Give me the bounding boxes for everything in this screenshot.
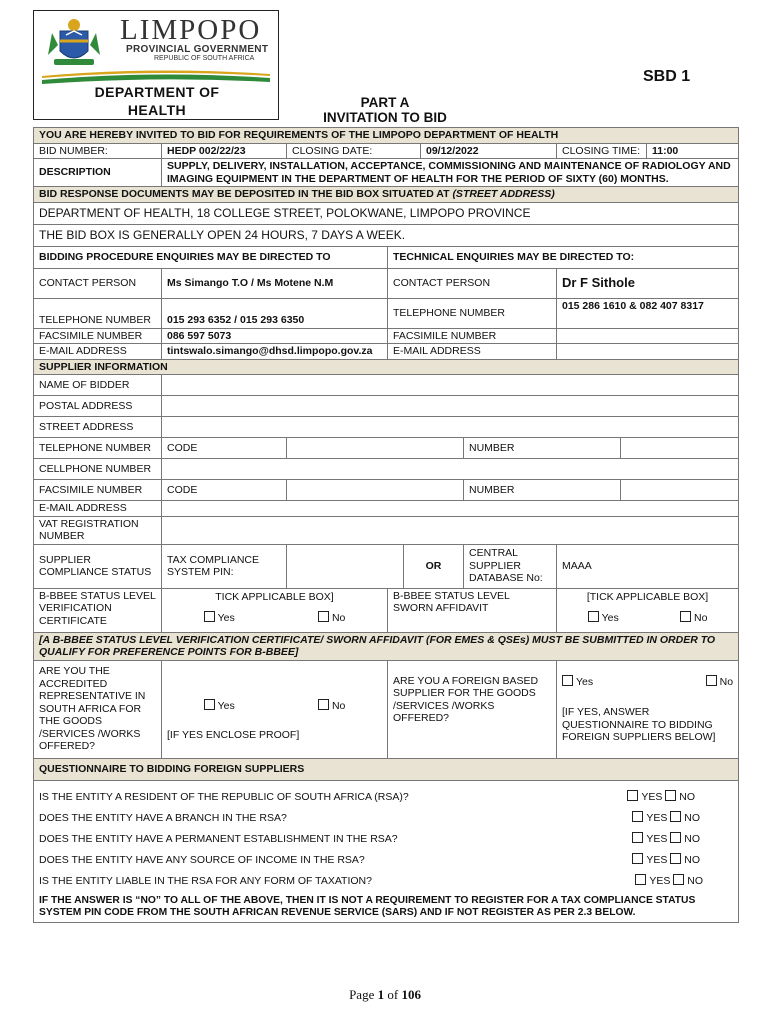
question-4-no: NO — [684, 854, 701, 867]
question-4-yes: YES — [646, 854, 668, 867]
accredited-rep-yes[interactable] — [204, 699, 235, 713]
bbbee-affidavit-tick — [557, 588, 739, 632]
foreign-supplier-note: [IF YES, ANSWER QUESTIONNAIRE TO BIDDING FOREIGN SUPPLIERS BELOW] — [562, 706, 716, 743]
telephone-code-field[interactable] — [287, 438, 464, 459]
bbbee-certificate-label: B-BBEE STATUS LEVEL VERIFICATION CERTIFICATE — [34, 588, 162, 632]
checkbox-icon[interactable] — [665, 790, 676, 801]
questionnaire-row — [39, 871, 733, 892]
questionnaire-footnote: IF THE ANSWER IS “NO” TO ALL OF THE ABOVE, THEN IT IS NOT A REQUIREMENT TO REGISTER FOR A TAX COMPLIANCE STATUS SYSTEM PIN CODE FROM THE SOUTH AFRICAN REVENUE SERVICE (SARS) AND IF NOT REGISTER AS PER 2.3 BELOW. — [39, 894, 696, 918]
question-4: DOES THE ENTITY HAVE ANY SOURCE OF INCOME IN THE RSA? — [39, 853, 365, 866]
tax-pin-field[interactable] — [287, 544, 404, 588]
fax-code-label: CODE — [162, 480, 287, 501]
deposit-header-italic: (STREET ADDRESS) — [452, 188, 555, 200]
checkbox-icon[interactable] — [318, 699, 329, 710]
deposit-header-text: BID RESPONSE DOCUMENTS MAY BE DEPOSITED IN THE BID BOX SITUATED AT — [39, 188, 450, 200]
compliance-status-label: SUPPLIER COMPLIANCE STATUS — [34, 544, 162, 588]
checkbox-icon[interactable] — [670, 811, 681, 822]
form-code: SBD 1 — [643, 68, 691, 85]
logo-subtitle: PROVINCIAL GOVERNMENT — [126, 44, 269, 55]
bbbee-affidavit-no-label: No — [693, 612, 708, 624]
supplier-info-header: SUPPLIER INFORMATION — [34, 359, 739, 375]
cellphone-field[interactable] — [162, 459, 739, 480]
postal-address-field[interactable] — [162, 396, 739, 417]
deposit-header — [34, 187, 739, 203]
question-2-answer — [632, 811, 700, 825]
or-label: OR — [404, 544, 464, 588]
bbbee-cert-yes-label: Yes — [217, 612, 235, 624]
supplier-telephone-label: TELEPHONE NUMBER — [34, 438, 162, 459]
street-address-label: STREET ADDRESS — [34, 417, 162, 438]
telephone-code-label: CODE — [162, 438, 287, 459]
bid-number-label: BID NUMBER: — [34, 143, 162, 159]
procedure-fax: 086 597 5073 — [162, 328, 388, 344]
invite-header: YOU ARE HEREBY INVITED TO BID FOR REQUIREMENTS OF THE LIMPOPO DEPARTMENT OF HEALTH — [34, 128, 739, 144]
procedure-telephone: 015 293 6352 / 015 293 6350 — [162, 298, 388, 328]
foreign-supplier-question: ARE YOU A FOREIGN BASED SUPPLIER FOR THE GOODS /SERVICES /WORKS OFFERED? — [388, 660, 557, 758]
question-2-yes: YES — [646, 812, 668, 825]
foreign-supplier-no[interactable] — [706, 675, 733, 689]
department-line2: HEALTH — [127, 102, 187, 118]
question-3-yes: YES — [646, 833, 668, 846]
bid-number: HEDP 002/22/23 — [162, 143, 287, 159]
bbbee-affidavit-label: B-BBEE STATUS LEVEL SWORN AFFIDAVIT — [388, 588, 557, 632]
telephone-number-label: NUMBER — [464, 438, 621, 459]
bid-box-hours: THE BID BOX IS GENERALLY OPEN 24 HOURS, 7 DAYS A WEEK. — [34, 224, 739, 246]
technical-fax-label: FACSIMILE NUMBER — [388, 328, 557, 344]
technical-email-label: E-MAIL ADDRESS — [388, 344, 557, 360]
csd-label: CENTRAL SUPPLIER DATABASE No: — [464, 544, 557, 588]
accredited-rep-answer — [162, 660, 388, 758]
checkbox-icon[interactable] — [318, 611, 329, 622]
department-name — [34, 83, 280, 119]
question-3-no: NO — [684, 833, 701, 846]
foreign-supplier-answer — [557, 660, 739, 758]
checkbox-icon[interactable] — [680, 611, 691, 622]
procedure-telephone-label: TELEPHONE NUMBER — [34, 298, 162, 328]
bidder-name-label: NAME OF BIDDER — [34, 375, 162, 396]
part-title — [300, 95, 470, 125]
bbbee-affidavit-yes[interactable] — [588, 611, 619, 625]
procedure-email-label: E-MAIL ADDRESS — [34, 344, 162, 360]
procedure-email: tintswalo.simango@dhsd.limpopo.gov.za — [162, 344, 388, 360]
accredited-rep-no-label: No — [331, 700, 346, 712]
fax-number-label: NUMBER — [464, 480, 621, 501]
part-line1: PART A — [360, 95, 410, 110]
question-5-yes: YES — [649, 875, 671, 888]
supplier-email-label: E-MAIL ADDRESS — [34, 501, 162, 517]
question-3: DOES THE ENTITY HAVE A PERMANENT ESTABLISHMENT IN THE RSA? — [39, 832, 398, 845]
procedure-fax-label: FACSIMILE NUMBER — [34, 328, 162, 344]
vat-number-field[interactable] — [162, 516, 739, 544]
postal-address-label: POSTAL ADDRESS — [34, 396, 162, 417]
part-line2: INVITATION TO BID — [323, 110, 447, 125]
checkbox-icon[interactable] — [670, 832, 681, 843]
vat-number-label: VAT REGISTRATION NUMBER — [34, 516, 162, 544]
bid-form-table — [33, 127, 739, 923]
question-5: IS THE ENTITY LIABLE IN THE RSA FOR ANY FORM OF TAXATION? — [39, 874, 372, 887]
cellphone-label: CELLPHONE NUMBER — [34, 459, 162, 480]
department-line1: DEPARTMENT OF — [94, 84, 220, 100]
checkbox-icon[interactable] — [673, 874, 684, 885]
checkbox-icon[interactable] — [632, 811, 643, 822]
accredited-rep-yes-label: Yes — [217, 700, 235, 712]
question-3-answer — [632, 832, 700, 846]
bbbee-cert-yes[interactable] — [204, 611, 235, 625]
logo-title: LIMPOPO — [120, 14, 262, 46]
bbbee-affidavit-yes-label: Yes — [601, 612, 619, 624]
bbbee-notice: [A B-BBEE STATUS LEVEL VERIFICATION CERTIFICATE/ SWORN AFFIDAVIT (FOR EMES & QSEs) MUST BE SUBMITTED IN ORDER TO QUALIFY FOR PREFERENCE POINTS FOR B-BBEE] — [34, 632, 739, 660]
csd-number-field[interactable]: MAAA — [557, 544, 739, 588]
checkbox-icon[interactable] — [632, 853, 643, 864]
bbbee-cert-no-label: No — [331, 612, 346, 624]
logo-subtitle-country: REPUBLIC OF SOUTH AFRICA — [154, 55, 255, 62]
checkbox-icon[interactable] — [635, 874, 646, 885]
fax-number-field[interactable] — [621, 480, 739, 501]
description-label: DESCRIPTION — [34, 159, 162, 187]
technical-telephone-label: TELEPHONE NUMBER — [388, 298, 557, 328]
closing-time-label: CLOSING TIME: — [557, 143, 647, 159]
procedure-enquiries-header: BIDDING PROCEDURE ENQUIRIES MAY BE DIRECTED TO — [34, 246, 388, 268]
page-of: of — [387, 987, 399, 1002]
bidder-name-field[interactable] — [162, 375, 739, 396]
telephone-number-field[interactable] — [621, 438, 739, 459]
question-1-no: NO — [679, 791, 696, 804]
closing-date-label: CLOSING DATE: — [287, 143, 421, 159]
technical-telephone: 015 286 1610 & 082 407 8317 — [557, 298, 739, 328]
question-1-answer — [627, 790, 695, 804]
page-total: 106 — [401, 987, 421, 1002]
question-5-no: NO — [687, 875, 704, 888]
bbbee-affidavit-tick-label: [TICK APPLICABLE BOX] — [586, 590, 709, 603]
question-1: IS THE ENTITY A RESIDENT OF THE REPUBLIC OF SOUTH AFRICA (RSA)? — [39, 790, 409, 803]
technical-fax[interactable] — [557, 328, 739, 344]
supplier-fax-label: FACSIMILE NUMBER — [34, 480, 162, 501]
page-prefix: Page — [349, 987, 375, 1002]
checkbox-icon[interactable] — [632, 832, 643, 843]
technical-enquiries-header: TECHNICAL ENQUIRIES MAY BE DIRECTED TO: — [388, 246, 739, 268]
questionnaire-row — [39, 787, 733, 808]
checkbox-icon[interactable] — [706, 675, 717, 686]
bbbee-affidavit-no[interactable] — [680, 611, 707, 625]
street-address-field[interactable] — [162, 417, 739, 438]
questionnaire-row — [39, 808, 733, 829]
technical-email[interactable] — [557, 344, 739, 360]
procedure-contact: Ms Simango T.O / Ms Motene N.M — [162, 268, 388, 298]
checkbox-icon[interactable] — [588, 611, 599, 622]
closing-date: 09/12/2022 — [421, 143, 557, 159]
questionnaire-block — [34, 780, 739, 922]
technical-contact: Dr F Sithole — [557, 268, 739, 298]
bbbee-certificate-tick-label: TICK APPLICABLE BOX] — [215, 590, 334, 603]
procedure-contact-label: CONTACT PERSON — [34, 268, 162, 298]
question-4-answer — [632, 853, 700, 867]
bid-description: SUPPLY, DELIVERY, INSTALLATION, ACCEPTANCE, COMMISSIONING AND MAINTENANCE OF RADIOLOGY AND IMAGING EQUIPMENT IN THE DEPARTMENT OF HEALTH FOR THE PERIOD OF SIXTY (60) MONTHS. — [162, 159, 739, 187]
question-2: DOES THE ENTITY HAVE A BRANCH IN THE RSA? — [39, 811, 287, 824]
bid-box-address: DEPARTMENT OF HEALTH, 18 COLLEGE STREET, POLOKWANE, LIMPOPO PROVINCE — [34, 202, 739, 224]
foreign-supplier-yes-label: Yes — [576, 675, 594, 688]
closing-time: 11:00 — [647, 143, 739, 159]
technical-contact-label: CONTACT PERSON — [388, 268, 557, 298]
checkbox-icon[interactable] — [562, 675, 573, 686]
bbbee-certificate-tick — [162, 588, 388, 632]
question-2-no: NO — [684, 812, 701, 825]
checkbox-icon[interactable] — [627, 790, 638, 801]
page-number: 1 — [377, 987, 385, 1002]
accredited-rep-no[interactable] — [318, 699, 345, 713]
questionnaire-header: QUESTIONNAIRE TO BIDDING FOREIGN SUPPLIERS — [34, 758, 739, 780]
questionnaire-row — [39, 829, 733, 850]
checkbox-icon[interactable] — [670, 853, 681, 864]
checkbox-icon[interactable] — [204, 611, 215, 622]
department-logo-box — [33, 10, 279, 120]
question-5-answer — [635, 874, 703, 888]
accredited-rep-question: ARE YOU THE ACCREDITED REPRESENTATIVE IN SOUTH AFRICA FOR THE GOODS /SERVICES /WORKS OFFERED? — [34, 660, 162, 758]
questionnaire-row — [39, 850, 733, 871]
foreign-supplier-no-label: No — [719, 675, 734, 688]
fax-code-field[interactable] — [287, 480, 464, 501]
supplier-email-field[interactable] — [162, 501, 739, 517]
bbbee-cert-no[interactable] — [318, 611, 345, 625]
question-1-yes: YES — [641, 791, 663, 804]
enclose-proof-note: [IF YES ENCLOSE PROOF] — [167, 728, 300, 741]
page-footer — [0, 987, 770, 1003]
foreign-supplier-yes[interactable] — [562, 675, 593, 689]
tax-pin-label: TAX COMPLIANCE SYSTEM PIN: — [162, 544, 287, 588]
checkbox-icon[interactable] — [204, 699, 215, 710]
